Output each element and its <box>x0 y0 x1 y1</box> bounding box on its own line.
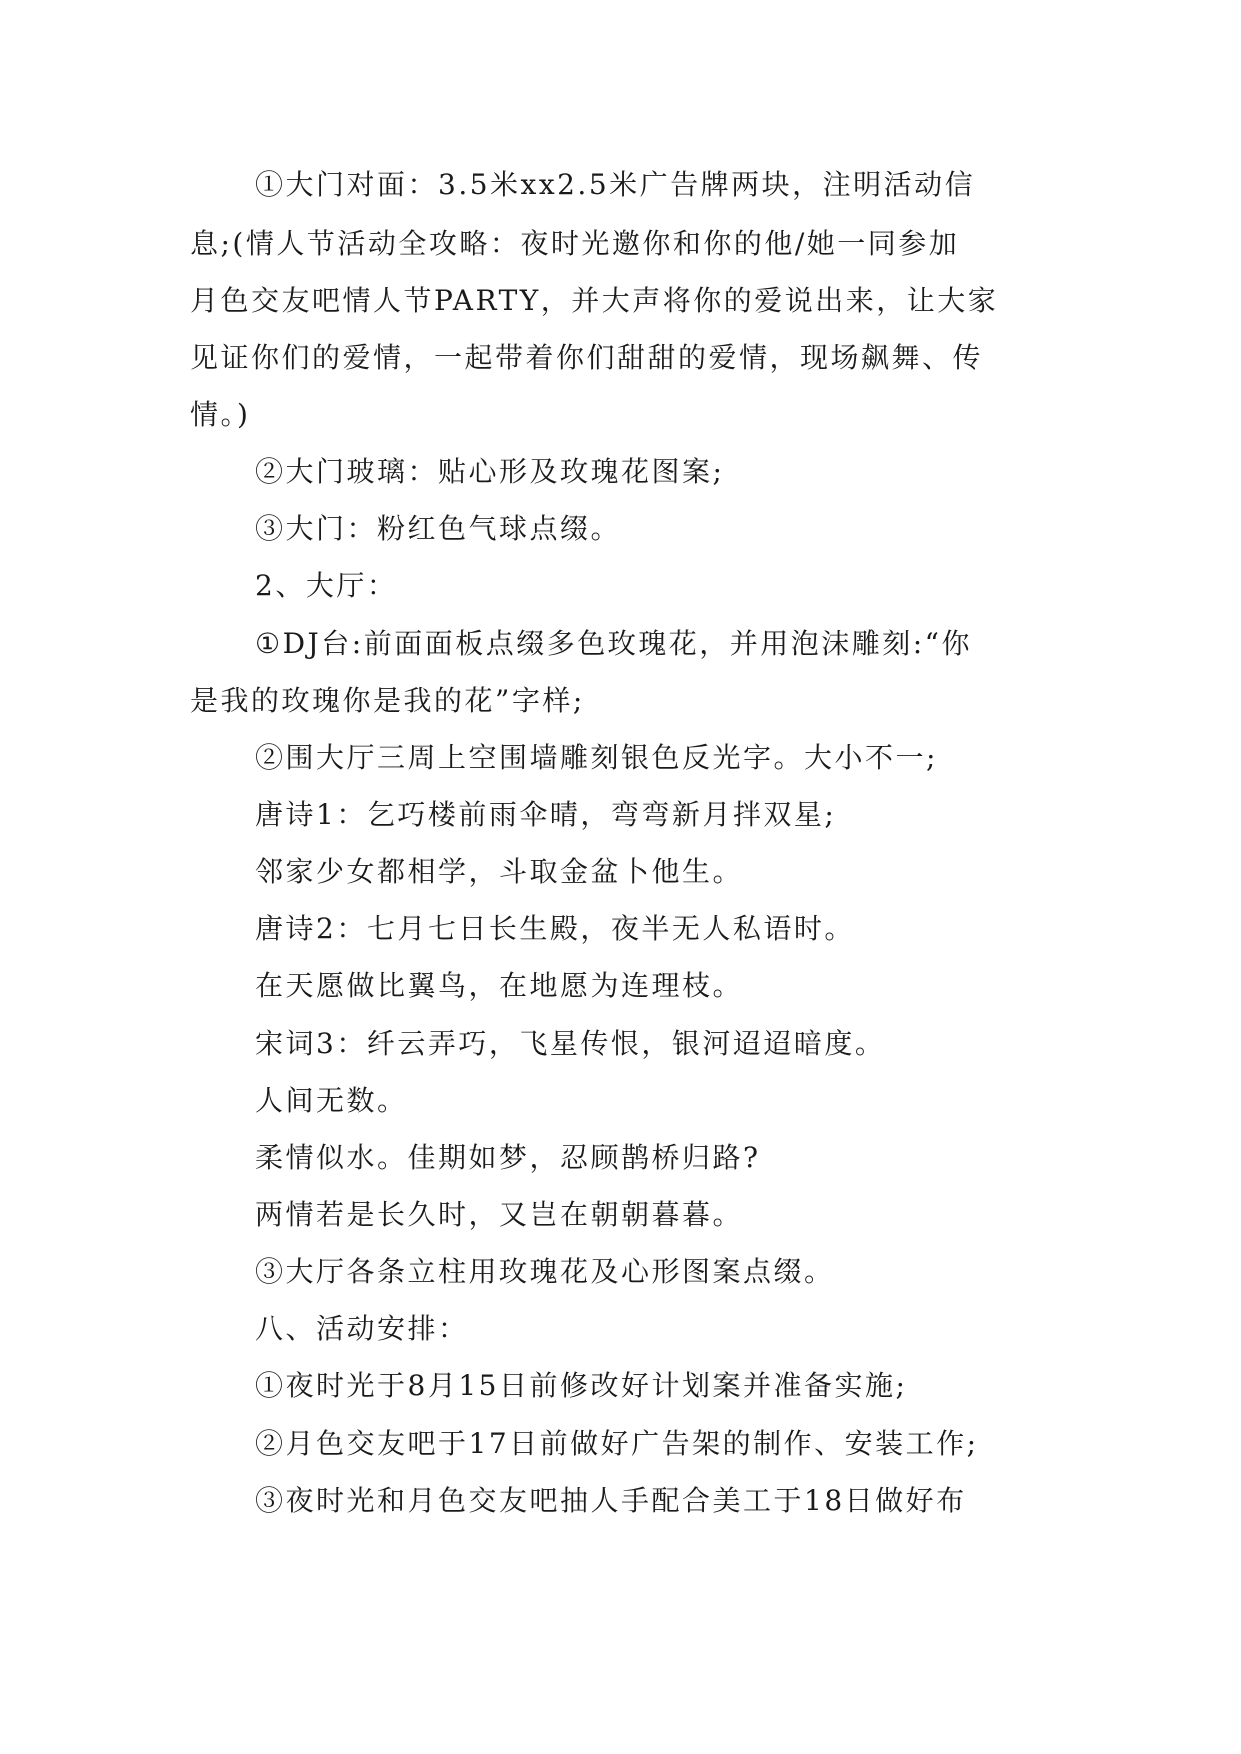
paragraph-line: 见证你们的爱情，一起带着你们甜甜的爱情，现场飙舞、传 <box>190 341 984 374</box>
poem-line: 宋词3：纤云弄巧，飞星传恨，银河迢迢暗度。 <box>255 1027 886 1060</box>
paragraph-line: 情。) <box>190 398 251 431</box>
paragraph-line: ①DJ台:前面面板点缀多色玫瑰花，并用泡沫雕刻:“你 <box>255 627 972 660</box>
paragraph-line: ③夜时光和月色交友吧抽人手配合美工于18日做好布 <box>255 1484 967 1517</box>
poem-line: 唐诗1：乞巧楼前雨伞晴，弯弯新月拌双星; <box>255 798 837 831</box>
paragraph-line: 月色交友吧情人节PARTY，并大声将你的爱说出来，让大家 <box>190 284 999 317</box>
paragraph-line: ③大厅各条立柱用玫瑰花及心形图案点缀。 <box>255 1255 835 1288</box>
paragraph-line: ①夜时光于8月15日前修改好计划案并准备实施; <box>255 1369 908 1402</box>
section-heading: 2、大厅： <box>255 569 398 602</box>
poem-line: 柔情似水。佳期如梦，忍顾鹊桥归路? <box>255 1141 761 1174</box>
paragraph-line: ①大门对面：3.5米xx2.5米广告牌两块，注明活动信 <box>255 168 976 201</box>
poem-line: 在天愿做比翼鸟，在地愿为连理枝。 <box>255 969 744 1002</box>
poem-line: 唐诗2：七月七日长生殿，夜半无人私语时。 <box>255 912 855 945</box>
paragraph-line: 息;(情人节活动全攻略：夜时光邀你和你的他/她一同参加 <box>190 227 960 260</box>
poem-line: 人间无数。 <box>255 1084 408 1117</box>
paragraph-line: ②大门玻璃：贴心形及玫瑰花图案; <box>255 455 725 488</box>
section-heading: 八、活动安排： <box>255 1312 469 1345</box>
paragraph-line: ③大门：粉红色气球点缀。 <box>255 512 622 545</box>
paragraph-line: ②围大厅三周上空围墙雕刻银色反光字。大小不一; <box>255 741 938 774</box>
paragraph-line: ②月色交友吧于17日前做好广告架的制作、安装工作; <box>255 1427 979 1460</box>
paragraph-line: 是我的玫瑰你是我的花”字样; <box>190 684 585 717</box>
poem-line: 两情若是长久时，又岂在朝朝暮暮。 <box>255 1198 744 1231</box>
poem-line: 邻家少女都相学，斗取金盆卜他生。 <box>255 855 744 888</box>
